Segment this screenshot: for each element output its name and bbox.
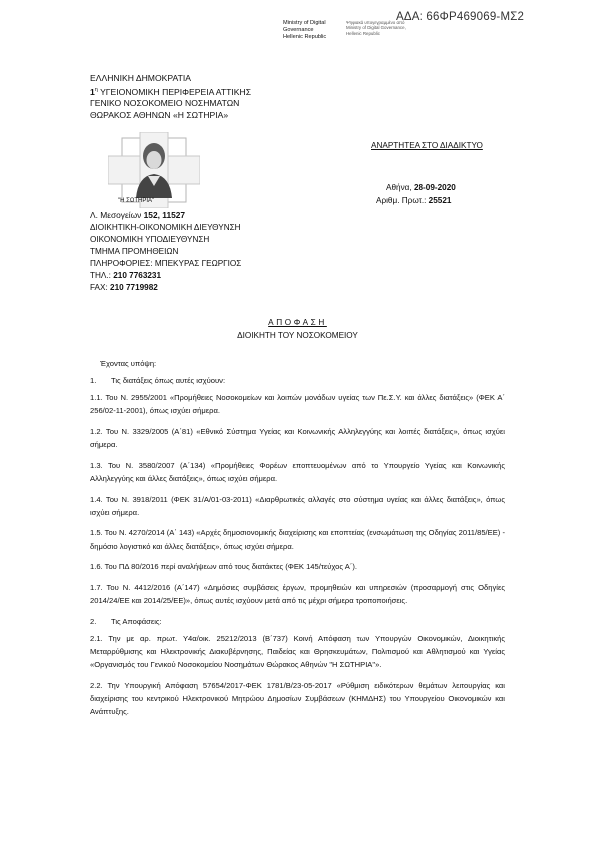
posting-note: ΑΝΑΡΤΗΤΕΑ ΣΤΟ ΔΙΑΔΙΚΤΥΟ [371, 141, 483, 150]
legal-item: 1.6. Του ΠΔ 80/2016 περί αναλήψεων από τους διατάκτες (ΦΕΚ 145/τεύχος Α΄). [90, 562, 357, 572]
logo-caption: "Η ΣΩΤΗΡΙΑ" [118, 198, 155, 204]
signature-line: Governance [283, 27, 314, 34]
section-heading: 1. Τις διατάξεις όπως αυτές ισχύουν: [90, 376, 226, 385]
decision-item: 2.2. Την Υπουργική Απόφαση 57654/2017-ΦΕΚ 1781/Β/23-05-2017 «Ρύθμιση ειδικότερων θεμάτων λειτουργίας και διαχείρισης του κεντρικού Ηλεκτρονικού Μητρώου Δημοσίων Συμβάσεων (ΚΗΜΔΗΣ) του Υπουργείου Οικονομικών και Ανάπτυξης. [90, 680, 505, 717]
signature-line: Hellenic Republic [283, 34, 327, 41]
letterhead-line: $1^\eta$ ΥΓΕΙΟΝΟΜΙΚΗ ΠΕΡΙΦΕΡΕΙΑ ΑΤΤΙΚΗΣ [90, 86, 252, 97]
protocol-number: Αριθμ. Πρωτ.: 25521 [376, 196, 452, 205]
letterhead-line: ΘΩΡΑΚΟΣ ΑΘΗΝΩΝ «Η ΣΩΤΗΡΙΑ» [90, 109, 229, 120]
letterhead-line: ΓΕΝΙΚΟ ΝΟΣΟΚΟΜΕΙΟ ΝΟΣΗΜΑΤΩΝ [90, 98, 240, 109]
signature-line: Ministry of Digital [283, 20, 326, 26]
address: Λ. Μεσογείων 152, 11527 [90, 210, 186, 220]
signature-issuer [283, 20, 343, 42]
legal-item: 1.2. Του Ν. 3329/2005 (Α΄81) «Εθνικό Σύστημα Υγείας και Κοινωνικής Αλληλεγγύης και λοιπές διατάξεις», όπως ισχύει σήμερα. [90, 427, 505, 450]
document-subtitle: ΔΙΟΙΚΗΤΗ ΤΟΥ ΝΟΣΟΚΟΜΕΙΟΥ [237, 331, 358, 340]
letterhead [90, 73, 251, 122]
decision-body [90, 357, 505, 726]
legal-item: 1.1. Του Ν. 2955/2001 «Προμήθειες Νοσοκομείων και λοιπών μονάδων υγείας των Πε.Σ.Υ. και άλλες διατάξεις» (ΦΕΚ Α΄ 256/02-11-2001), όπως ισχύει σήμερα. [90, 393, 505, 416]
department-line: ΔΙΟΙΚΗΤΙΚΗ-ΟΙΚΟΝΟΜΙΚΗ ΔΙΕΥΘΥΝΣΗ [90, 223, 241, 232]
department-line: ΟΙΚΟΝΟΜΙΚΗ ΥΠΟΔΙΕΥΘΥΝΣΗ [90, 235, 210, 245]
telephone: ΤΗΛ.: 210 7763231 [90, 271, 162, 281]
contact-person: ΠΛΗΡΟΦΟΡΙΕΣ: ΜΠΕΚΥΡΑΣ ΓΕΩΡΓΙΟΣ [90, 259, 242, 269]
legal-item: 1.7. Του Ν. 4412/2016 (Α΄147) «Δημόσιες συμβάσεις έργων, προμηθειών και υπηρεσιών (προσαρμογή στις Οδηγίες 2014/24/ΕΕ και 2014/25/ΕΕ)», όπως αυτές ισχύουν μετά από τις μέχρι σήμερα τροποποιήσεις. [90, 582, 505, 605]
digital-signature-stamp [283, 20, 406, 60]
ada-code: ΑΔΑ: 66ΦΡ469069-ΜΣ2 [396, 11, 525, 23]
letterhead-line: ΕΛΛΗΝΙΚΗ ΔΗΜΟΚΡΑΤΙΑ [90, 73, 191, 83]
section-heading: 2. Τις Αποφάσεις: [90, 616, 162, 626]
legal-item: 1.3. Του Ν. 3580/2007 (Α΄134) «Προμήθειες Φορέων εποπτευομένων από το Υπουργείο Υγείας και Κοινωνικής Αλληλεγγύης και άλλες διατάξεις», όπως ισχύει σήμερα. [90, 460, 505, 483]
intro-text: Έχοντας υπόψη: [100, 359, 157, 368]
document-date: Αθήνα, 28-09-2020 [386, 183, 456, 192]
department-info [90, 222, 241, 295]
document-title: ΑΠΟΦΑΣΗ [268, 318, 327, 327]
decision-item: 2.1. Την με αρ. πρωτ. Υ4α/οικ. 25212/2013 (Β΄737) Κοινή Απόφαση των Υπουργών Οικονομικών, Διοικητικής Μεταρρύθμισης και Ηλεκτρονικής Διακυβέρνησης, Παιδείας και Θρησκευμάτων, Πολιτισμού και Αθλητισμού και Υγείας «Οργανισμός του Γενικού Νοσοκομείου Νοσημάτων Θώρακος Αθηνών "Η ΣΩΤΗΡΙΑ"». [90, 633, 505, 670]
department-line: ΤΜΗΜΑ ΠΡΟΜΗΘΕΙΩΝ [90, 247, 179, 257]
hospital-logo [108, 132, 200, 208]
fax: FAX: 210 7719982 [90, 283, 158, 293]
legal-item: 1.5. Του Ν. 4270/2014 (Α΄ 143) «Αρχές δημοσιονομικής διαχείρισης και εποπτείας (ενσωμάτωση της Οδηγίας 2011/85/ΕΕ) - δημόσιο λογιστικό και άλλες διατάξεις», όπως ισχύει σήμερα. [90, 528, 505, 551]
legal-item: 1.4. Του Ν. 3918/2011 (ΦΕΚ 31/Α/01-03-2011) «Διαρθρωτικές αλλαγές στο σύστημα υγείας και άλλες διατάξεις», όπως ισχύει σήμερα. [90, 494, 505, 517]
signature-details: Ψηφιακά υπογεγραμμένο από Ministry of Digital Governance, Hellenic Republic [346, 20, 406, 36]
